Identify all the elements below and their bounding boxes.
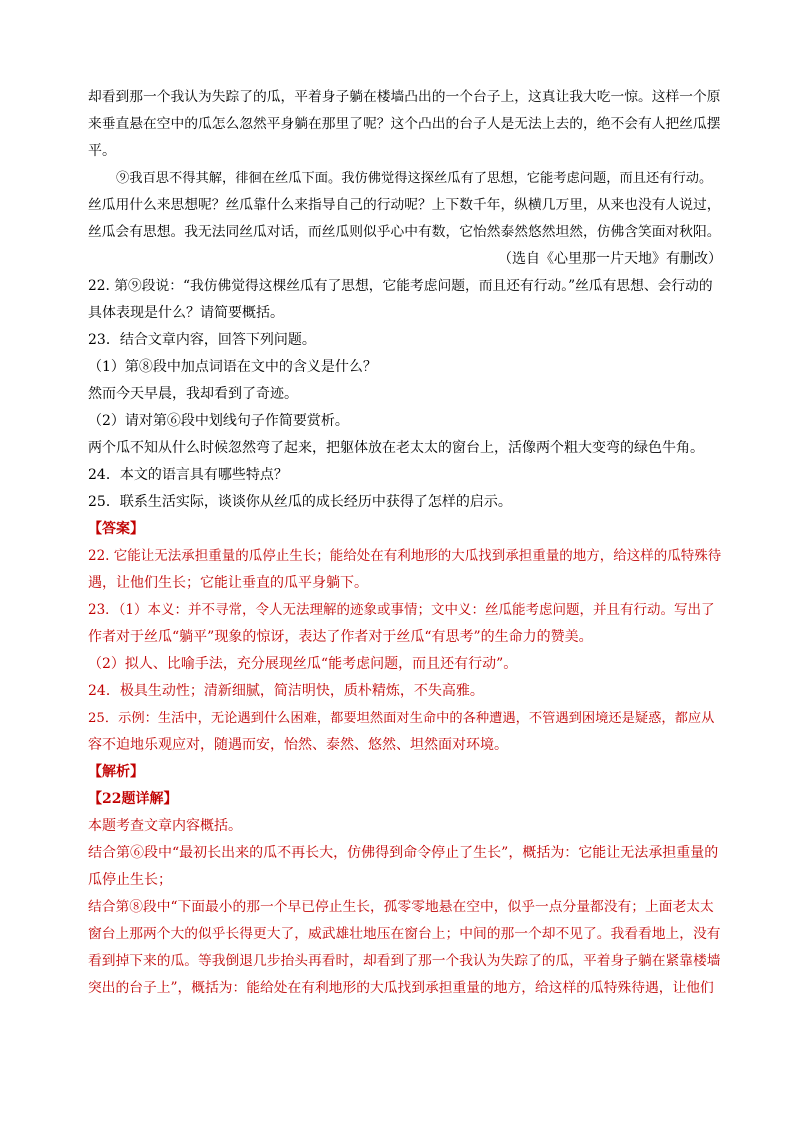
- passage-paragraph-9: ⑨我百思不得其解，徘徊在丝瓜下面。我仿佛觉得这探丝瓜有了思想，它能考虑问题，而且还有行动。: [116, 171, 713, 186]
- passage-line: 丝瓜用什么来思想呢？丝瓜靠什么来指导自己的行动呢？上下数千年，纵横几万里，从来也没有人说过，: [88, 197, 721, 213]
- answer-line: （2）拟人、比喻手法，充分展现丝瓜“能考虑问题，而且还有行动”。: [88, 656, 518, 672]
- question-line: 25．联系生活实际，谈谈你从丝瓜的成长经历中获得了怎样的启示。: [88, 494, 512, 510]
- analysis-heading: 【解析】: [88, 764, 144, 780]
- question-line: 23．结合文章内容，回答下列问题。: [88, 332, 316, 348]
- passage-line: 平。: [88, 143, 116, 159]
- answer-line: 25．示例：生活中，无论遇到什么困难，都要坦然面对生命中的各种遭遇，不管遇到困境还是疑惑，都应从: [88, 711, 715, 726]
- question-line: 然而今天早晨，我却看到了奇迹。: [88, 386, 298, 402]
- analysis-line: 看到掉下来的瓜。等我倒退几步抬头再看时，却看到了那一个我认为失踪了的瓜，平着身子躺在紧靠楼墙: [88, 953, 721, 969]
- question-line: 24．本文的语言具有哪些特点？: [88, 467, 288, 483]
- detail-heading: 【22题详解】: [88, 791, 178, 807]
- answer-line: 遇，让他们生长；它能让垂直的瓜平身躺下。: [88, 575, 368, 591]
- answer-line: 22. 它能让无法承担重量的瓜停止生长；能给处在有利地形的大瓜找到承担重量的地方，给这样的瓜特殊待: [88, 548, 722, 564]
- analysis-line: 瓜停止生长；: [88, 872, 172, 888]
- source-citation: （选自《心里那一片天地》有删改）: [498, 251, 722, 267]
- question-line: 22. 第⑨段说：“我仿佛觉得这棵丝瓜有了思想，它能考虑问题，而且还有行动。”丝瓜有思想、会行动的: [88, 278, 713, 294]
- question-line: （1）第⑧段中加点词语在文中的含义是什么？: [88, 359, 377, 375]
- passage-line: 丝瓜会有思想。我无法同丝瓜对话，而丝瓜则似乎心中有数，它怡然泰然悠然坦然，仿佛含笑面对秋阳。: [88, 224, 721, 240]
- answer-line: 作者对于丝瓜“躺平”现象的惊讶，表达了作者对于丝瓜“有思考”的生命力的赞美。: [88, 629, 593, 645]
- question-line: （2）请对第⑥段中划线句子作简要赏析。: [88, 413, 349, 429]
- analysis-line: 本题考查文章内容概括。: [88, 818, 242, 834]
- analysis-line: 窗台上那两个大的似乎长得更大了，威武雄壮地压在窗台上；中间的那一个却不见了。我看看地上，没有: [88, 926, 721, 942]
- answer-line: 容不迫地乐观应对，随遇而安，怡然、泰然、悠然、坦然面对环境。: [88, 737, 508, 753]
- question-line: 具体表现是什么？请简要概括。: [88, 305, 284, 321]
- analysis-line: 结合第⑧段中“下面最小的那一个早已停止生长，孤零零地悬在空中，似乎一点分量都没有；上面老太太: [88, 899, 714, 915]
- document-page: [88, 84, 722, 1002]
- question-line: 两个瓜不知从什么时候忽然弯了起来，把躯体放在老太太的窗台上，活像两个粗大变弯的绿色牛角。: [88, 440, 704, 456]
- analysis-line: 结合第⑥段中“最初长出来的瓜不再长大，仿佛得到命令停止了生长”，概括为：它能让无法承担重量的: [88, 845, 719, 861]
- answer-line: 23．（1）本义：并不寻常，令人无法理解的迹象或事情；文中义：丝瓜能考虑问题，并且有行动。写出了: [88, 602, 715, 618]
- answer-line: 24．极具生动性；清新细腻，简洁明快，质朴精炼，不失高雅。: [88, 683, 484, 699]
- answer-heading: 【答案】: [88, 521, 144, 537]
- passage-line: 来垂直悬在空中的瓜怎么忽然平身躺在那里了呢？这个凸出的台子人是无法上去的，绝不会有人把丝瓜摆: [88, 116, 721, 132]
- passage-line: 却看到那一个我认为失踪了的瓜，平着身子躺在楼墙凸出的一个台子上，这真让我大吃一惊。这样一个原: [88, 89, 721, 105]
- analysis-line: 突出的台子上”，概括为：能给处在有利地形的大瓜找到承担重量的地方，给这样的瓜特殊待遇，让他们: [88, 980, 714, 996]
